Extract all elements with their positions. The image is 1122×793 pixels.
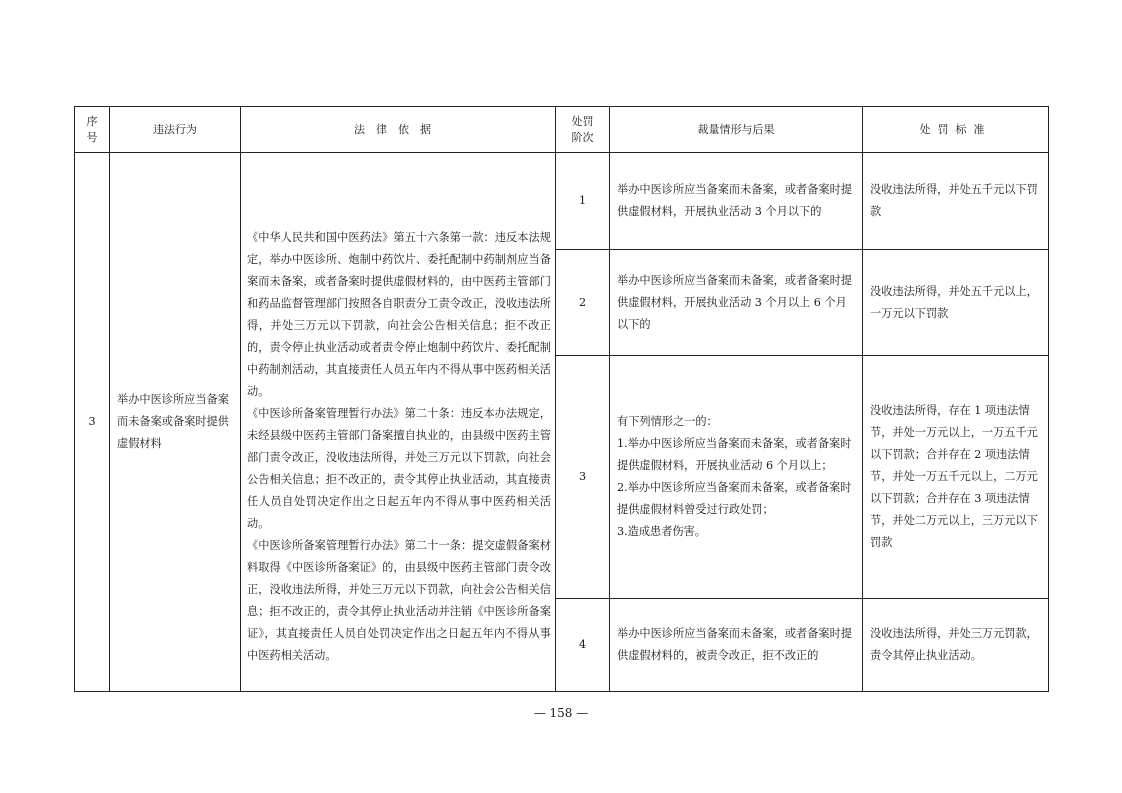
stage-level: 4 (556, 599, 610, 692)
stage-circumstance (610, 356, 863, 599)
circumstance-line: 举办中医诊所应当备案而未备案，或者备案时提供虚假材料，开展执业活动 3 个月以上 6 个月以下的 (617, 273, 852, 331)
header-circumstances: 裁量情形与后果 (610, 107, 863, 153)
table-header-row (75, 107, 1049, 153)
penalty-standard-table (74, 106, 1049, 692)
circumstance-line: 3.造成患者伤害。 (617, 525, 706, 538)
circumstance-line: 举办中医诊所应当备案而未备案，或者备案时提供虚假材料，开展执业活动 3 个月以下的 (617, 183, 852, 218)
legal-basis-paragraph: 《中医诊所备案管理暂行办法》第二十一条：提交虚假备案材料取得《中医诊所备案证》的，由县级中医药主管部门责令改正，没收违法所得，并处三万元以下罚款，向社会公告相关信息；拒不改正的，责令其停止执业活动并注销《中医诊所备案证》，其直接责任人员自处罚决定作出之日起五年内不得从事中医药相关活动。 (247, 539, 551, 662)
stage-circumstance (610, 153, 863, 250)
circumstance-line: 有下列情形之一的： (617, 415, 718, 428)
stage-level: 1 (556, 153, 610, 250)
stage-standard: 没收违法所得，存在 1 项违法情节，并处一万元以上，一万五千元以下罚款；合并存在 2 项违法情节，并处一万五千元以上，二万元以下罚款；合并存在 3 项违法情节，并处二万元以上，三万元以下罚款 (863, 356, 1049, 599)
stage-circumstance (610, 250, 863, 356)
page-number: — 158 — (533, 706, 589, 720)
stage-standard: 没收违法所得，并处三万元罚款，责令其停止执业活动。 (863, 599, 1049, 692)
row-seq: 3 (75, 153, 110, 692)
stage-standard: 没收违法所得，并处五千元以下罚款 (863, 153, 1049, 250)
header-standard: 处罚标准 (863, 107, 1049, 153)
header-seq: 序号 (75, 107, 110, 153)
stage-level: 2 (556, 250, 610, 356)
header-behavior: 违法行为 (110, 107, 241, 153)
row-behavior: 举办中医诊所应当备案而未备案或备案时提供虚假材料 (110, 153, 241, 692)
stage-level: 3 (556, 356, 610, 599)
header-stage: 处罚阶次 (556, 107, 610, 153)
circumstance-line: 举办中医诊所应当备案而未备案，或者备案时提供虚假材料的，被责令改正，拒不改正的 (617, 627, 852, 662)
table-row (75, 153, 1049, 250)
legal-basis-paragraph: 《中医诊所备案管理暂行办法》第二十条：违反本办法规定，未经县级中医药主管部门备案擅自执业的，由县级中医药主管部门责令改正，没收违法所得，并处三万元以下罚款，向社会公告相关信息；拒不改正的，责令其停止执业活动，其直接责任人员自处罚决定作出之日起五年内不得从事中医药相关活动。 (247, 407, 551, 530)
stage-standard: 没收违法所得，并处五千元以上，一万元以下罚款 (863, 250, 1049, 356)
circumstance-line: 2.举办中医诊所应当备案而未备案，或者备案时提供虚假材料曾受过行政处罚； (617, 481, 852, 516)
legal-basis-paragraph: 《中华人民共和国中医药法》第五十六条第一款：违反本法规定，举办中医诊所、炮制中药饮片、委托配制中药制剂应当备案而未备案，或者备案时提供虚假材料的，由中医药主管部门和药品监督管理部门按照各自职责分工责令改正，没收违法所得，并处三万元以下罚款，向社会公告相关信息；拒不改正的，责令停止执业活动或者责令停止炮制中药饮片、委托配制中药制剂活动，其直接责任人员五年内不得从事中医药相关活动。 (247, 231, 551, 398)
circumstance-line: 1.举办中医诊所应当备案而未备案，或者备案时提供虚假材料，开展执业活动 6 个月以上； (617, 437, 852, 472)
stage-circumstance (610, 599, 863, 692)
row-legal-basis (241, 153, 556, 692)
header-basis: 法律依据 (241, 107, 556, 153)
